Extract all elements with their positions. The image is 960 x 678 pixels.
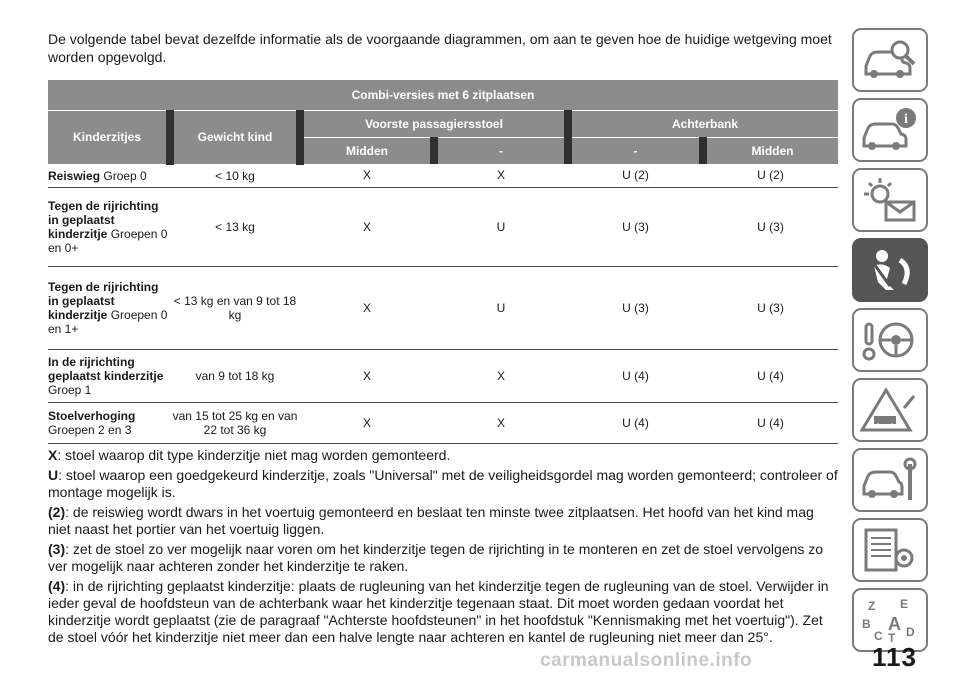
row-value: U (4): [703, 349, 838, 402]
row-category: [48, 349, 170, 402]
index-letter: T: [888, 631, 896, 644]
note-x: [48, 447, 838, 464]
row-value: U: [434, 187, 568, 266]
row-value: U (3): [703, 187, 838, 266]
row-value: U (3): [703, 266, 838, 349]
row-category: [48, 266, 170, 349]
index-letter: E: [900, 597, 909, 611]
row-value: U (2): [568, 164, 703, 187]
row-value: X: [434, 164, 568, 187]
header-gewicht: Gewicht kind: [170, 111, 300, 165]
note-key: X: [48, 447, 58, 463]
row-value: U (4): [568, 349, 703, 402]
nav-tab-car-tools[interactable]: [852, 448, 928, 512]
watermark: carmanualsonline.info: [540, 650, 753, 671]
note-text: : de reiswieg wordt dwars in het voertuig gemonteerd en beslaat ten minste twee zitplaatsen. Het hoofd van het kind mag niet naast het portier van het voertuig liggen.: [48, 504, 814, 537]
subheader-4: Midden: [703, 138, 838, 165]
row-value: U (4): [703, 402, 838, 443]
category-bold: Stoelverhoging: [48, 408, 136, 423]
row-category: [48, 164, 170, 187]
svg-text:i: i: [904, 112, 908, 127]
category-group: Groep 1: [48, 382, 92, 397]
subheader-1: Midden: [300, 138, 434, 165]
nav-tab-steering-wheel[interactable]: [852, 308, 928, 372]
note-text: : stoel waarop dit type kinderzitje niet mag worden gemonteerd.: [57, 447, 451, 463]
category-bold: Reiswieg: [48, 168, 101, 183]
car-info-icon: [860, 106, 920, 154]
child-seat-table: [48, 80, 838, 444]
warning-triangle-icon: [860, 386, 920, 434]
nav-tab-car-info[interactable]: [852, 98, 928, 162]
steering-wheel-icon: [860, 316, 920, 364]
row-weight: < 13 kg: [170, 187, 300, 266]
light-envelope-icon: [860, 176, 920, 224]
header-kinderzitjes: Kinderzitjes: [48, 111, 170, 165]
row-weight: < 10 kg: [170, 164, 300, 187]
row-value: U (4): [568, 402, 703, 443]
spec-list-icon: [860, 526, 920, 574]
table-row: [48, 349, 838, 402]
category-group: Groepen 0 en 0+: [48, 226, 168, 255]
row-value: X: [434, 402, 568, 443]
note-key: (3): [48, 541, 66, 557]
category-bold: In de rijrichting geplaatst kinderzitje: [48, 354, 164, 383]
subheader-2: -: [434, 138, 568, 165]
note-key: (2): [48, 504, 66, 520]
nav-tab-seat-safety[interactable]: [852, 238, 928, 302]
row-category: [48, 187, 170, 266]
note-key: U: [48, 467, 59, 483]
note-text: : stoel waarop een goedgekeurd kinderzitje, zoals "Universal" met de veiligheidsgordel mag worden gemonteerd; controleer of montage mogelijk is.: [48, 467, 838, 500]
row-value: X: [434, 349, 568, 402]
row-value: X: [300, 402, 434, 443]
index-letter: D: [906, 625, 915, 639]
nav-tab-car-search[interactable]: [852, 28, 928, 92]
car-tools-icon: [860, 456, 920, 504]
table-row: [48, 266, 838, 349]
index-letter: Z: [868, 599, 876, 613]
nav-tab-light-envelope[interactable]: [852, 168, 928, 232]
page-number: 113: [872, 642, 917, 672]
note-text: : in de rijrichting geplaatst kinderzitje: plaats de rugleuning van het kinderzitje tegen de rugleuning van de stoel. Verwijder in ieder geval de hoofdsteun van de achterbank waar het kinderzitje tegenaan staat. Dit moet worden gedaan voordat het kinderzitje wordt geplaatst (zie de paragraaf "Achterste hoofdsteunen" in het hoofdstuk "Kennismaking met het voertuig"). Zet de stoel vóór het kinderzitje niet meer dan een halve lengte naar achteren en kantel de rugleuning niet meer dan 25°.: [48, 578, 829, 645]
table-title: Combi-versies met 6 zitplaatsen: [48, 80, 838, 111]
row-weight: van 9 tot 18 kg: [170, 349, 300, 402]
category-group: Groepen 0 en 1+: [48, 307, 168, 336]
row-value: X: [300, 187, 434, 266]
nav-tab-spec-list[interactable]: [852, 518, 928, 582]
category-group: Groepen 2 en 3: [48, 422, 132, 437]
seat-safety-icon: [860, 246, 920, 294]
table-row: [48, 164, 838, 187]
row-value: X: [300, 349, 434, 402]
row-value: U (3): [568, 187, 703, 266]
note-3: [48, 541, 838, 575]
row-value: X: [300, 164, 434, 187]
row-value: X: [300, 266, 434, 349]
intro-paragraph: De volgende tabel bevat dezelfde informatie als de voorgaande diagrammen, om aan te geven hoe de huidige wetgeving moet worden opgevolgd.: [48, 31, 832, 65]
alphabet-index-icon: [860, 596, 920, 644]
legend-notes: [48, 447, 838, 649]
category-bold: Tegen de rijrichting in geplaatst kinderzitje: [48, 198, 159, 241]
index-letter: A: [888, 614, 901, 634]
row-weight: van 15 tot 25 kg en van 22 tot 36 kg: [170, 402, 300, 443]
header-achterbank: Achterbank: [568, 111, 838, 138]
table-row: [48, 187, 838, 266]
category-bold: Tegen de rijrichting in geplaatst kinderzitje: [48, 279, 159, 322]
note-u: [48, 467, 838, 501]
note-2: [48, 504, 838, 538]
note-text: : zet de stoel zo ver mogelijk naar voren om het kinderzitje tegen de rijrichting in te monteren en zet de stoel vervolgens zo ver mogelijk naar achteren zonder het kinderzitje te raken.: [48, 541, 824, 574]
nav-tab-warning[interactable]: [852, 378, 928, 442]
index-letter: C: [874, 629, 883, 643]
row-weight: < 13 kg en van 9 tot 18 kg: [170, 266, 300, 349]
table-row: [48, 402, 838, 443]
car-search-icon: [860, 36, 920, 84]
index-letter: B: [862, 617, 871, 631]
header-voorste: Voorste passagiersstoel: [300, 111, 568, 138]
subheader-3: -: [568, 138, 703, 165]
row-value: U (3): [568, 266, 703, 349]
note-key: (4): [48, 578, 66, 594]
row-value: U (2): [703, 164, 838, 187]
note-4: [48, 578, 838, 646]
row-value: U: [434, 266, 568, 349]
row-category: [48, 402, 170, 443]
category-group: Groep 0: [103, 168, 147, 183]
